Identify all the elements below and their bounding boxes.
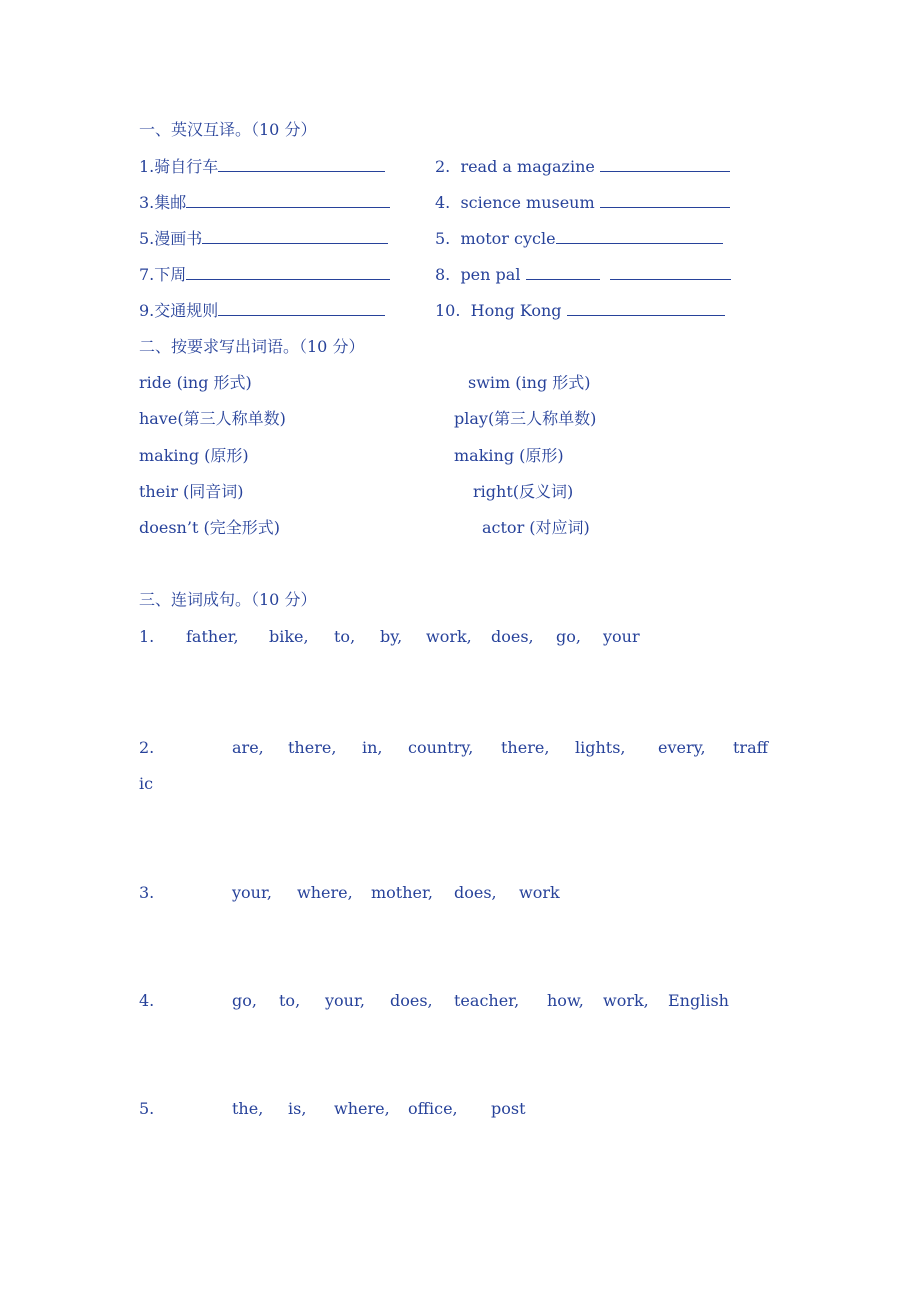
sentence-number: 3. xyxy=(139,883,155,902)
word: where, xyxy=(297,883,353,902)
word-form-item: ride (ing 形式) xyxy=(139,373,252,392)
word: bike, xyxy=(269,627,309,646)
word: where, xyxy=(334,1099,390,1118)
sentence-number: 5. xyxy=(139,1099,155,1118)
sentence-number: 2. xyxy=(139,738,155,757)
word: are, xyxy=(232,738,264,757)
word: is, xyxy=(288,1099,307,1118)
answer-blank[interactable] xyxy=(186,193,390,208)
word-wrap: ic xyxy=(139,774,154,793)
word: how, xyxy=(547,991,584,1010)
word: traff xyxy=(733,738,768,757)
translate-item: 5.漫画书 xyxy=(139,229,388,249)
answer-blank[interactable] xyxy=(526,265,600,280)
answer-blank[interactable] xyxy=(600,157,730,172)
sentence-number: 1. xyxy=(139,627,155,646)
word-form-item: have(第三人称单数) xyxy=(139,409,286,428)
section2-title: 二、按要求写出词语。（10 分） xyxy=(139,337,365,356)
word: there, xyxy=(501,738,550,757)
translate-item: 3.集邮 xyxy=(139,193,390,213)
answer-blank[interactable] xyxy=(202,229,388,244)
sentence-number: 4. xyxy=(139,991,155,1010)
word: work, xyxy=(603,991,649,1010)
word: every, xyxy=(658,738,706,757)
word: work, xyxy=(426,627,472,646)
answer-blank[interactable] xyxy=(600,193,730,208)
word: father, xyxy=(186,627,239,646)
word-form-item: actor (对应词) xyxy=(482,518,590,537)
word: country, xyxy=(408,738,474,757)
word: work xyxy=(519,883,560,902)
word: office, xyxy=(408,1099,458,1118)
answer-blank[interactable] xyxy=(567,301,725,316)
word-form-item: doesn’t (完全形式) xyxy=(139,518,280,537)
word: go, xyxy=(232,991,257,1010)
word: your xyxy=(603,627,640,646)
word: in, xyxy=(362,738,383,757)
word: go, xyxy=(556,627,581,646)
translate-item: 4. science museum xyxy=(435,193,730,213)
answer-blank[interactable] xyxy=(218,157,385,172)
word: mother, xyxy=(371,883,433,902)
word: lights, xyxy=(575,738,626,757)
answer-blank[interactable] xyxy=(218,301,385,316)
answer-blank[interactable] xyxy=(610,265,731,280)
word-form-item: their (同音词) xyxy=(139,482,244,501)
translate-item: 5. motor cycle xyxy=(435,229,723,249)
word: English xyxy=(668,991,729,1010)
word: to, xyxy=(279,991,301,1010)
word: does, xyxy=(454,883,497,902)
word: there, xyxy=(288,738,337,757)
word-form-item: making (原形) xyxy=(139,446,249,465)
answer-blank[interactable] xyxy=(186,265,390,280)
word-form-item: swim (ing 形式) xyxy=(468,373,591,392)
word: your, xyxy=(232,883,272,902)
section3-title: 三、连词成句。（10 分） xyxy=(139,590,317,609)
word: to, xyxy=(334,627,356,646)
translate-item: 9.交通规则 xyxy=(139,301,385,321)
word: teacher, xyxy=(454,991,520,1010)
word: post xyxy=(491,1099,526,1118)
translate-item: 1.骑自行车 xyxy=(139,157,385,177)
answer-blank[interactable] xyxy=(556,229,723,244)
translate-item: 7.下周 xyxy=(139,265,390,285)
word-form-item: play(第三人称单数) xyxy=(454,409,597,428)
translate-item: 10. Hong Kong xyxy=(435,301,725,321)
word: by, xyxy=(380,627,403,646)
word: your, xyxy=(325,991,365,1010)
word: the, xyxy=(232,1099,264,1118)
word-form-item: right(反义词) xyxy=(473,482,574,501)
word: does, xyxy=(491,627,534,646)
word: does, xyxy=(390,991,433,1010)
translate-item: 2. read a magazine xyxy=(435,157,730,177)
translate-item: 8. pen pal xyxy=(435,265,731,285)
word-form-item: making (原形) xyxy=(454,446,564,465)
section1-title: 一、英汉互译。（10 分） xyxy=(139,120,317,139)
